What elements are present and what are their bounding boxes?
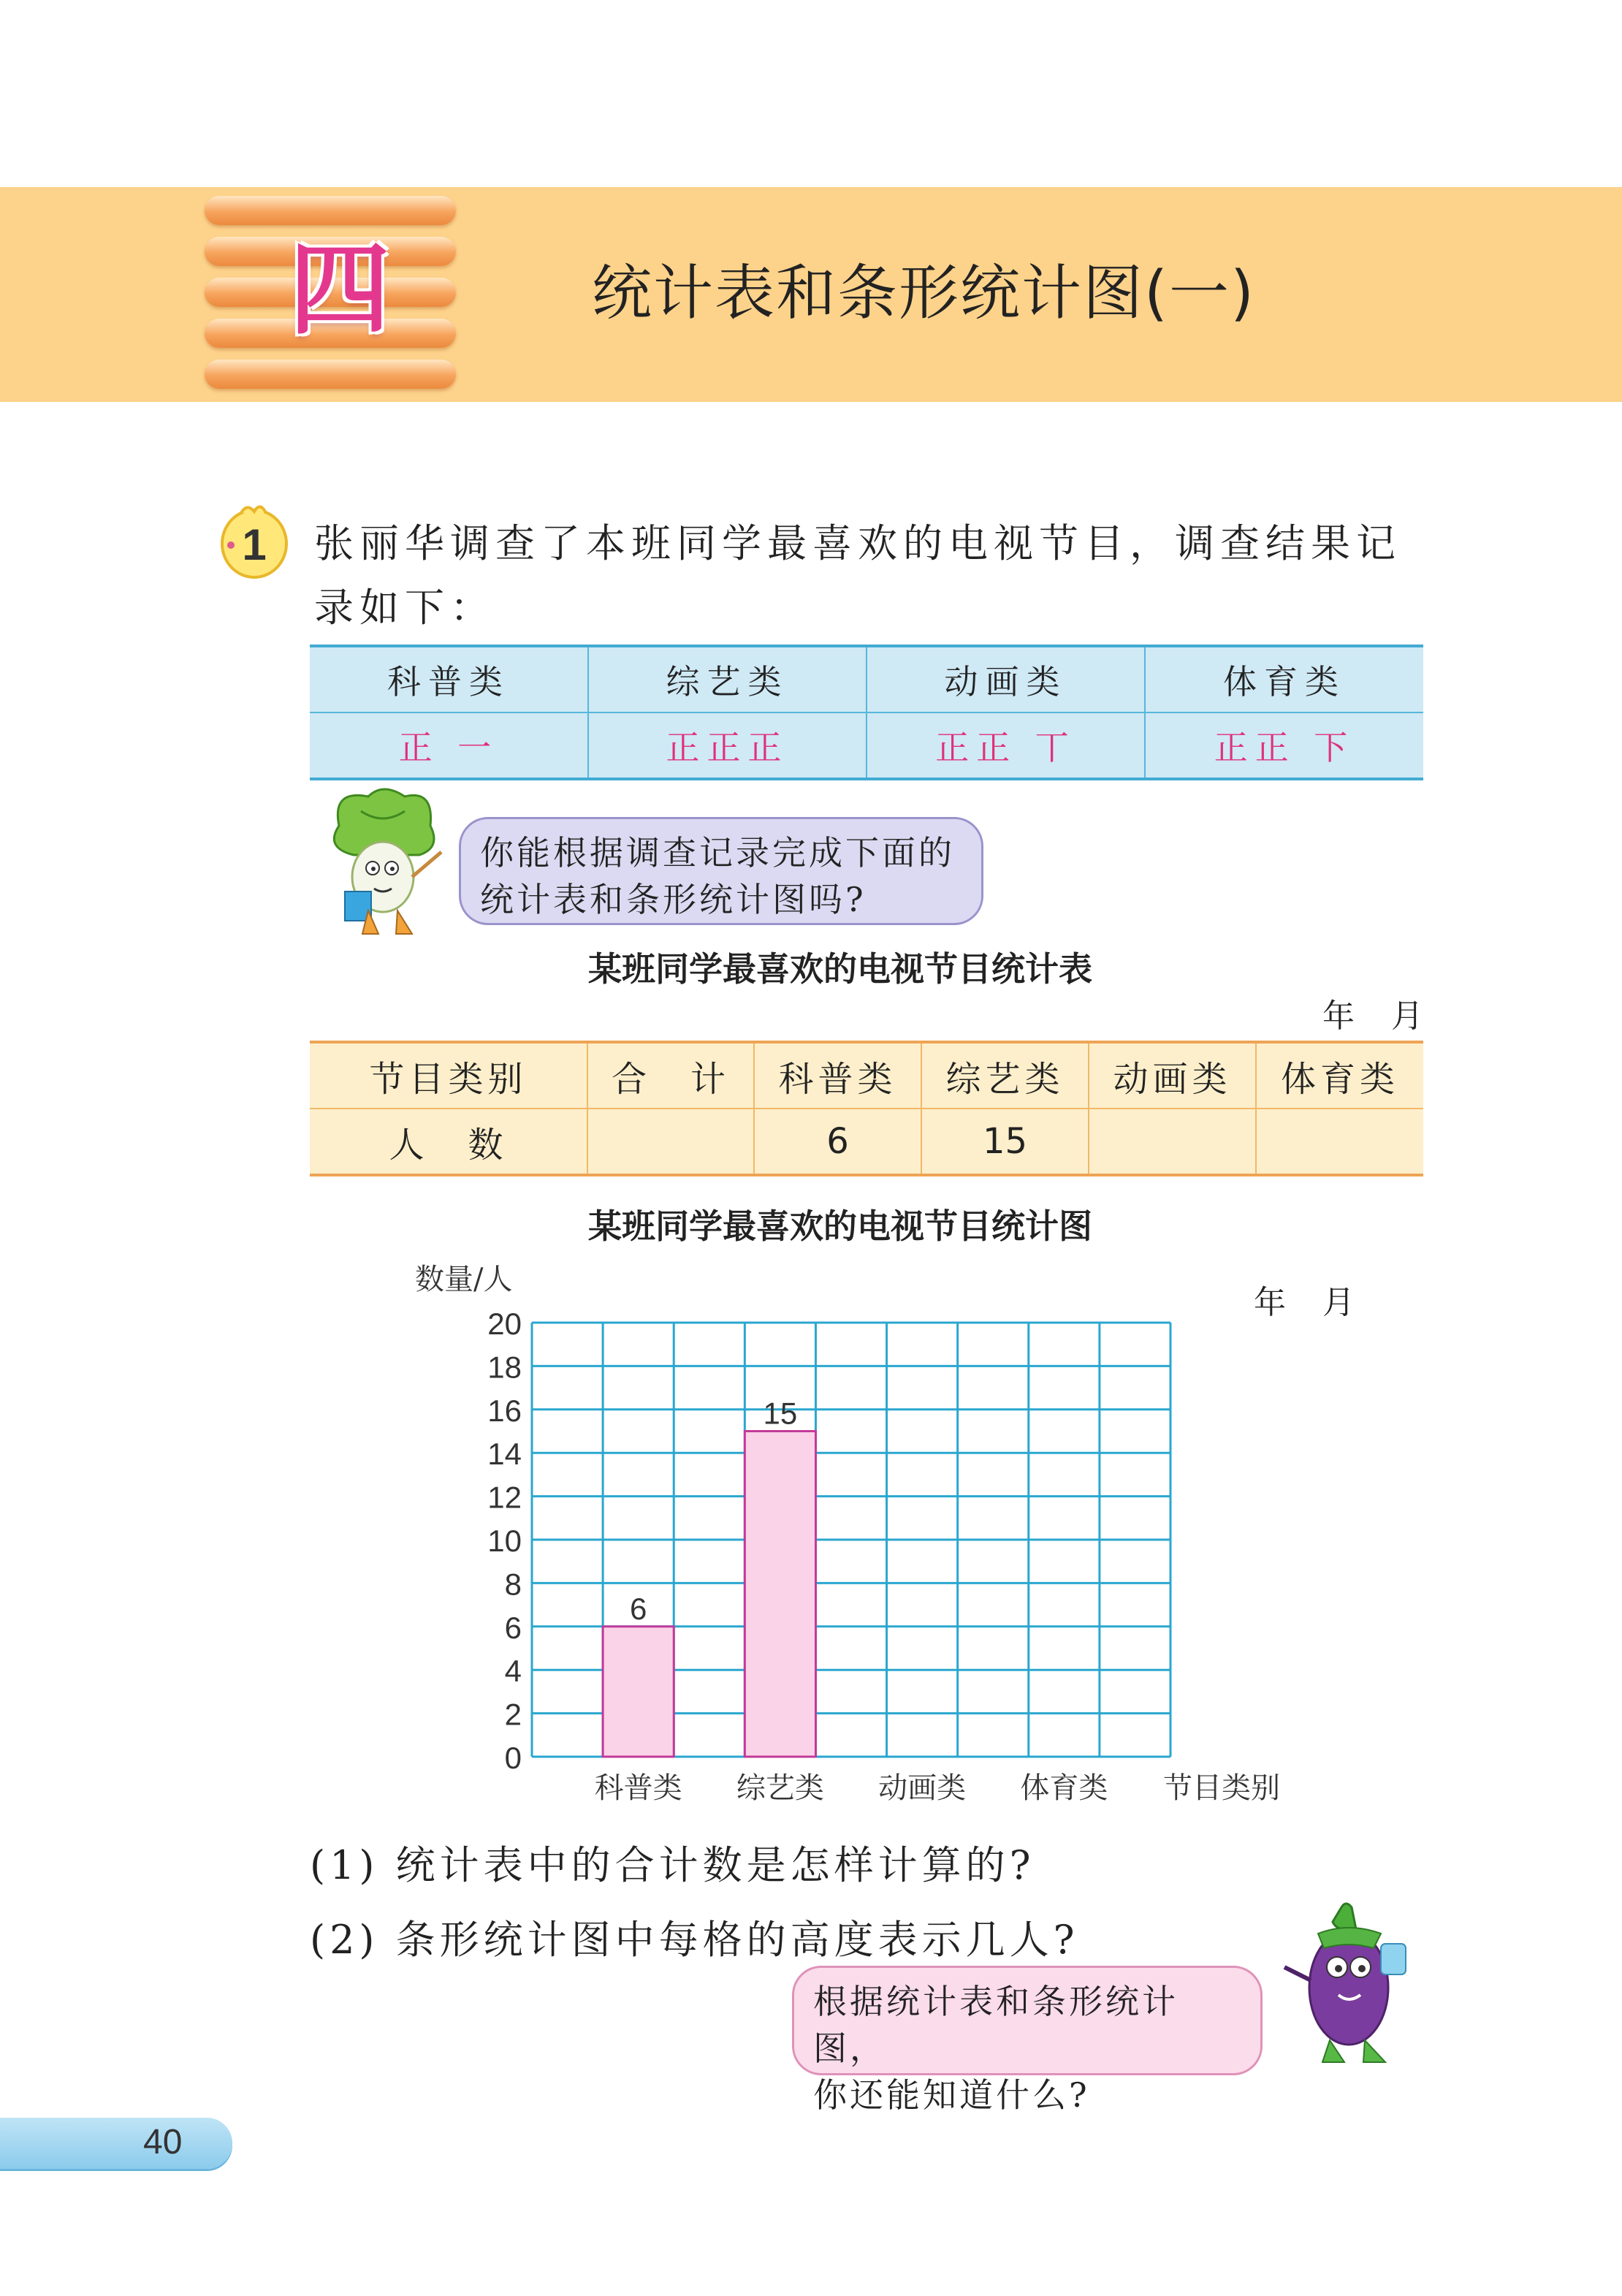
y-tick-label: 12 (487, 1480, 522, 1515)
stat-cell (1089, 1109, 1256, 1175)
stat-table-date: 年 月 (1322, 997, 1436, 1035)
stat-header: 动画类 (1089, 1042, 1256, 1109)
y-tick-label: 2 (504, 1697, 522, 1732)
x-category-label: 体育类 (1020, 1771, 1108, 1805)
stat-header: 合 计 (587, 1042, 754, 1109)
stat-row-label: 人 数 (310, 1109, 587, 1175)
bar (745, 1432, 815, 1757)
chart-date: 年 月 (1254, 1284, 1368, 1321)
bubble-line: 根据统计表和条形统计图， (813, 1982, 1179, 2068)
y-tick-label: 18 (487, 1350, 522, 1385)
y-tick-label: 6 (504, 1610, 522, 1645)
x-axis-label: 节目类别 (1163, 1771, 1280, 1805)
question-2: (2) 条形统计图中每格的高度表示几人? (310, 1917, 1079, 1963)
stat-header: 节目类别 (310, 1042, 587, 1109)
chapter-number-badge (199, 191, 462, 393)
tally-header: 科普类 (310, 646, 588, 712)
bar-data-label: 15 (763, 1396, 798, 1431)
tally-marks: 正正正 (588, 712, 867, 779)
bar-data-label: 6 (629, 1591, 647, 1626)
bar (603, 1627, 674, 1757)
stat-header: 体育类 (1256, 1042, 1423, 1109)
statistics-table (310, 1041, 1423, 1176)
stat-table-title: 某班同学最喜欢的电视节目统计表 (588, 949, 1092, 989)
stat-header: 综艺类 (921, 1042, 1089, 1109)
bubble-line: 你能根据调查记录完成下面的 (480, 833, 955, 873)
page-number-tab (0, 2118, 232, 2169)
y-axis-label: 数量/人 (415, 1263, 513, 1296)
y-tick-label: 0 (504, 1741, 522, 1775)
stat-header: 科普类 (754, 1042, 921, 1109)
problem-number-chick-icon (213, 500, 295, 582)
y-tick-label: 10 (487, 1524, 522, 1558)
page-number: 40 (143, 2123, 183, 2162)
y-tick-label: 16 (487, 1393, 522, 1428)
x-category-label: 动画类 (878, 1771, 967, 1805)
y-tick-label: 8 (504, 1567, 522, 1602)
bubble-line: 统计表和条形统计图吗? (480, 880, 867, 919)
y-tick-label: 14 (487, 1437, 522, 1472)
x-category-label: 科普类 (594, 1771, 682, 1805)
speech-bubble-hint (459, 817, 983, 925)
stat-cell: 15 (921, 1109, 1089, 1175)
tally-marks: 正 一 (310, 712, 588, 779)
problem-intro: 张丽华调查了本班同学最喜欢的电视节目，调查结果记录如下： (314, 520, 1401, 631)
tally-header: 体育类 (1145, 646, 1423, 712)
tally-header: 综艺类 (588, 646, 867, 712)
stat-cell (1256, 1109, 1423, 1175)
chapter-title: 统计表和条形统计图(一) (592, 259, 1255, 328)
tally-header: 动画类 (867, 646, 1145, 712)
stat-cell-total (587, 1109, 754, 1175)
y-tick-label: 4 (504, 1654, 522, 1689)
tally-marks: 正正 丅 (867, 712, 1145, 779)
problem-number: 1 (242, 520, 267, 569)
bar-chart (395, 1242, 1315, 1812)
cabbage-mascot-icon (310, 782, 456, 943)
question-1: (1) 统计表中的合计数是怎样计算的? (310, 1842, 1035, 1888)
y-tick-label: 20 (487, 1307, 522, 1341)
tally-record-table (310, 645, 1423, 780)
tally-marks: 正正 下 (1145, 712, 1423, 779)
speech-bubble-question (792, 1966, 1263, 2115)
chapter-number: 四 (289, 231, 390, 349)
bubble-line: 你还能知道什么? (813, 2075, 1090, 2115)
chart-title: 某班同学最喜欢的电视节目统计图 (588, 1206, 1092, 1246)
x-category-label: 综艺类 (736, 1771, 824, 1805)
eggplant-mascot-icon (1271, 1900, 1425, 2068)
stat-cell: 6 (754, 1109, 921, 1175)
